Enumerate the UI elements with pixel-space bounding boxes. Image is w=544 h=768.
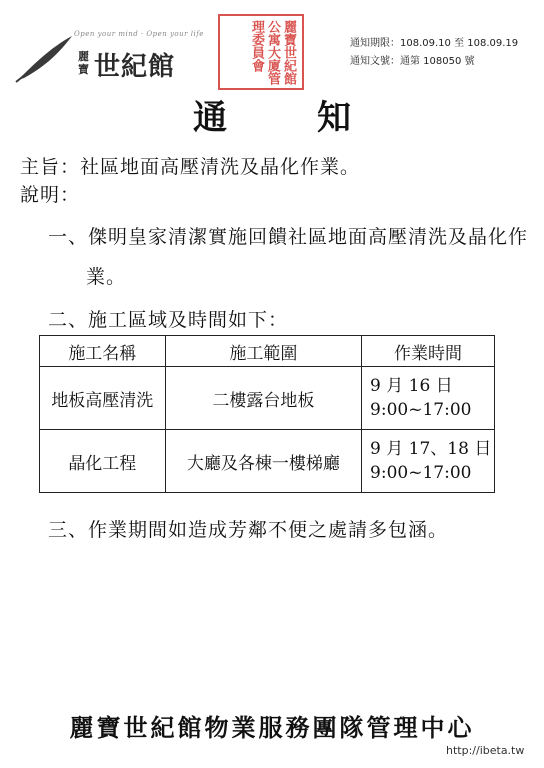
item-two: 二、施工區域及時間如下：	[48, 309, 289, 331]
task-time-cell	[362, 430, 495, 493]
item-one-line-1: 一、傑明皇家清潔實施回饋社區地面高壓清洗及晶化作	[48, 226, 529, 248]
column-header: 作業時間	[362, 336, 495, 367]
logo-small-text: 麗寶	[78, 50, 89, 76]
logo-tagline: Open your mind · Open your life	[74, 30, 204, 38]
item-three: 三、作業期間如造成芳鄰不便之處請多包涵。	[48, 519, 449, 541]
task-date: 9 月 17、18 日	[370, 439, 492, 459]
column-header: 施工名稱	[40, 336, 166, 367]
seal-text: 麗寶世紀館公寓大廈管理委員會	[249, 20, 296, 85]
item-one-line-2: 業。	[86, 266, 127, 288]
page-title: 通知	[193, 98, 441, 138]
subject-line: 主旨：社區地面高壓清洗及晶化作業。	[20, 156, 361, 178]
task-scope-cell: 大廳及各棟一樓梯廳	[165, 430, 361, 493]
official-seal	[218, 14, 304, 90]
explain-label: 說明：	[20, 184, 81, 206]
schedule-table	[39, 335, 495, 493]
logo-main-text: 世紀館	[94, 52, 176, 82]
task-date: 9 月 16 日	[370, 376, 453, 396]
table-row	[40, 367, 495, 430]
table-row	[40, 430, 495, 493]
site-watermark: http://ibeta.tw	[446, 744, 525, 757]
task-hours: 9:00~17:00	[370, 463, 472, 483]
task-name-cell: 晶化工程	[40, 430, 166, 493]
logo	[14, 28, 204, 88]
task-hours: 9:00~17:00	[370, 400, 472, 420]
notice-period: 通知期限：108.09.10 至 108.09.19	[350, 38, 519, 49]
feather-icon	[14, 34, 74, 84]
footer-signature: 麗寶世紀館物業服務團隊管理中心	[69, 713, 475, 742]
task-scope-cell: 二樓露台地板	[165, 367, 361, 430]
column-header: 施工範圍	[165, 336, 361, 367]
table-header-row	[40, 336, 495, 367]
notice-doc-number: 通知文號：通第 108050 號	[350, 56, 475, 67]
task-time-cell	[362, 367, 495, 430]
task-name-cell: 地板高壓清洗	[40, 367, 166, 430]
